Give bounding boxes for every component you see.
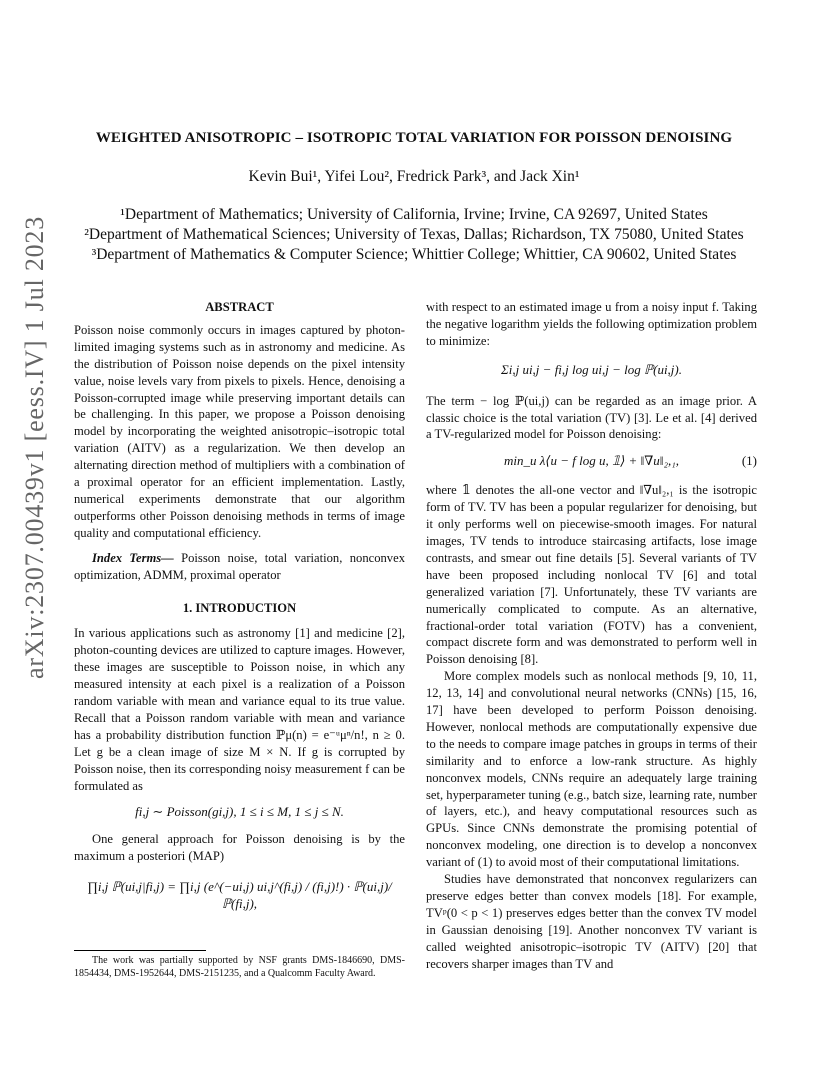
author-list (0, 168, 828, 186)
index-terms-text: Poisson noise, total variation, nonconvex optimization, ADMM, proximal operator (74, 550, 405, 582)
right-paragraph-3: where 𝟙 denotes the all-one vector and ‖∇u‖₂,₁ is the isotropic form of TV. TV has been a popular regularizer for denoising, but it only performs well on piecewise-smooth images. For natural images, TV tends to introduce staircasing artifacts, lose image contrasts, and smear out fine details [5]. Several variants of TV have been proposed including nonlocal TV [6] and total generalized variation [7]. Unfortunately, these TV variants are numerically complicated to compute. As an alternative, fractional-order total variation (FOTV) has a convenient, compact discrete form and was demonstrated to perform well in Poisson denoising [8]. (426, 483, 757, 667)
arxiv-side-stamp: arXiv:2307.00439v1 [eess.IV] 1 Jul 2023 (20, 215, 49, 679)
index-terms-label: Index Terms— (92, 550, 174, 565)
right-column (426, 299, 757, 973)
equation-tv-model-body: min_u λ⟨u − f log u, 𝟙⟩ + ‖∇u‖₂,₁, (504, 453, 679, 469)
right-paragraph-2: The term − log ℙ(ui,j) can be regarded as an image prior. A classic choice is the total variation (TV) [3]. Le et al. [4] derived a TV-regularized model for Poisson denoising: (426, 393, 757, 442)
left-column (74, 299, 405, 913)
paper-title: WEIGHTED ANISOTROPIC – ISOTROPIC TOTAL VARIATION FOR POISSON DENOISING (95, 130, 733, 146)
equation-poisson-model: fi,j ∼ Poisson(gi,j), 1 ≤ i ≤ M, 1 ≤ j ≤ N. (135, 804, 344, 820)
index-terms (74, 550, 405, 584)
equation-map: ∏i,j ℙ(ui,j|fi,j) = ∏i,j (e^(−ui,j) ui,j^(fi,j) / (fi,j)!) · ℙ(ui,j)/ℙ(fi,j), (87, 879, 392, 912)
equation-neg-log: Σi,j ui,j − fi,j log ui,j − log ℙ(ui,j). (501, 361, 682, 377)
right-paragraph-5: Studies have demonstrated that nonconvex regularizers can preserve edges better than convex models [18]. For example, TVᵖ(0 < p < 1) preserves edges better than the convex TV model in Gaussian denoising [19]. Another nonconvex TV variant is called weighted anisotropic–isotropic TV (AITV) [20] that recovers sharper images than TV and (426, 872, 757, 971)
equation-tv-model (426, 453, 757, 470)
authors-text: Kevin Bui¹, Yifei Lou², Fredrick Park³, and Jack Xin¹ (248, 168, 580, 185)
equation-number: (1) (741, 453, 757, 469)
affiliation-2: ²Department of Mathematical Sciences; University of Texas, Dallas; Richardson, TX 75080, United States (84, 226, 744, 243)
intro-heading: 1. INTRODUCTION (182, 600, 297, 615)
abstract-heading: ABSTRACT (205, 300, 274, 314)
affiliations (0, 205, 828, 265)
affiliation-1: ¹Department of Mathematics; University of California, Irvine; Irvine, CA 92697, United States (120, 206, 708, 223)
footnote-text: The work was partially supported by NSF grants DMS-1846690, DMS-1854434, DMS-1952644, DMS-2151235, and a Qualcomm Faculty Award. (74, 955, 405, 979)
abstract-text: Poisson noise commonly occurs in images captured by photon-limited imaging systems such as in astronomy and medicine. As the distribution of Poisson noise depends on the pixel intensity value, noise levels vary from pixels to pixels. Hence, denoising a Poisson-corrupted image while preserving important details can be challenging. In this paper, we propose a Poisson denoising model by incorporating the weighted anisotropic–isotropic total variation (AITV) as a regularization. We then develop an alternating direction method of multipliers with a combination of a proximal operator for an efficient implementation. Lastly, numerical experiments demonstrate that our algorithm outperforms other Poisson denoising methods in terms of image quality and computational efficiency. (74, 322, 405, 540)
right-paragraph-1: with respect to an estimated image u from a noisy input f. Taking the negative logarithm yields the following optimization problem to minimize: (426, 300, 757, 348)
footnote-rule (74, 950, 206, 951)
intro-paragraph-1: In various applications such as astronomy [1] and medicine [2], photon-counting devices are utilized to capture images. However, these images are susceptible to Poisson noise, in which any measured intensity at each pixel is a realization of a Poisson random variable with mean and variance equal to its true value. Recall that a Poisson random variable with mean and variance has a probability distribution function ℙμ(n) = e⁻ᵘμⁿ/n!, n ≥ 0. Let g be a clean image of size M × N. If g is corrupted by Poisson noise, then its corresponding noisy measurement f can be formulated as (74, 626, 405, 793)
right-paragraph-4: More complex models such as nonlocal methods [9, 10, 11, 12, 13, 14] and convolutional neural networks (CNNs) [15, 16, 17] have been developed to perform Poisson denoising. However, nonlocal methods are computationally expensive due to the needs to compare image patches in groups in terms of their similarity and to enforce a low-rank structure. As highly nonconvex models, CNNs require an adequately large training set, hyperparameter tuning (e.g., batch size, learning rate, number of layers, etc.), and heavy computational resources such as GPUs. Since CNNs demonstrate the promising potential of nonconvex modeling, one direction is to develop a nonconvex variant of (1) to avoid most of their computational limitations. (426, 669, 757, 870)
affiliation-3: ³Department of Mathematics & Computer Science; Whittier College; Whittier, CA 90602, United States (91, 246, 737, 263)
footnote (74, 954, 405, 980)
intro-paragraph-2: One general approach for Poisson denoising is by the maximum a posteriori (MAP) (74, 832, 405, 864)
